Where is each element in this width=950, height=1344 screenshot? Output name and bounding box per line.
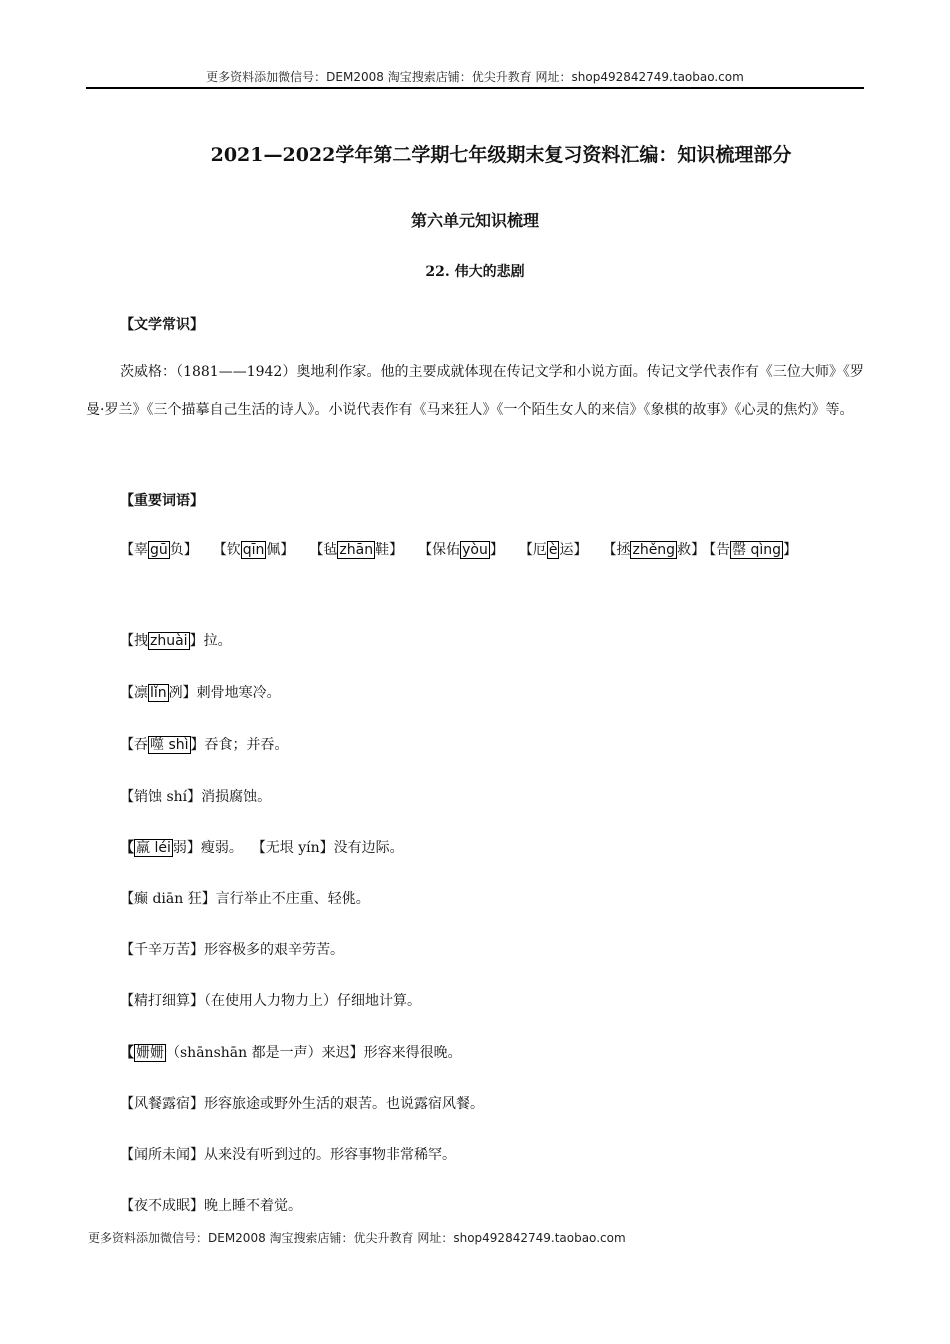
- page-footer: 更多资料添加微信号：DEM2008 淘宝搜索店铺：优尖升教育 网址：shop492842749.taobao.com: [88, 1231, 626, 1245]
- vocab-entry: 【精打细算】（在使用人力物力上）仔细地计算。: [120, 993, 421, 1009]
- unit-title: 第六单元知识梳理: [410, 211, 539, 230]
- vocab-entry: 【吞 噬 shì 】吞食；并吞。: [120, 737, 289, 753]
- vocab-item: 【拯 zhěng 救】: [609, 542, 706, 558]
- vocab-item: 【钦 qīn 佩】: [219, 542, 295, 558]
- section-vocab-heading: 【重要词语】: [120, 493, 204, 509]
- document-title: 2021—2022学年第二学期七年级期末复习资料汇编：知识梳理部分: [210, 144, 792, 166]
- vocab-entry: 【千辛万苦】形容极多的艰辛劳苦。: [120, 942, 344, 958]
- vocab-entry: 【拽 zhuài 】拉。: [120, 633, 232, 649]
- pinyin-row: [86, 530, 864, 570]
- vocab-entry: 【闻所未闻】从来没有听到过的。形容事物非常稀罕。: [120, 1147, 456, 1163]
- vocab-entry: 【凛 lǐn 冽】刺骨地寒冷。: [120, 685, 281, 701]
- vocab-item: 【告 罄 qìng 】: [709, 542, 798, 558]
- vocab-entry: 【风餐露宿】形容旅途或野外生活的艰苦。也说露宿风餐。: [120, 1096, 484, 1112]
- vocab-entry: 【夜不成眠】晚上睡不着觉。: [120, 1198, 302, 1214]
- section-literature-heading: 【文学常识】: [120, 317, 204, 333]
- vocab-entry: 【 姗姗 （shānshān 都是一声）来迟】形容来得很晚。: [120, 1045, 462, 1061]
- page-header: 更多资料添加微信号：DEM2008 淘宝搜索店铺：优尖升教育 网址：shop492842749.taobao.com: [206, 70, 744, 84]
- vocab-entry: 【癫 diān 狂】言行举止不庄重、轻佻。: [120, 891, 370, 907]
- vocab-entry: 【销蚀 shí】消损腐蚀。: [120, 789, 272, 805]
- lesson-title: 22. 伟大的悲剧: [425, 264, 525, 280]
- vocab-item: 【辜 gū 负】: [120, 542, 198, 558]
- vocab-entry: 【 羸 léi 弱】瘦弱。 【无垠 yín】没有边际。: [120, 840, 404, 856]
- vocab-item: 【厄 è 运】: [525, 542, 588, 558]
- vocab-item: 【毡 zhān 鞋】: [316, 542, 404, 558]
- literature-paragraph: 茨威格：（1881——1942）奥地利作家。他的主要成就体现在传记文学和小说方面。传记文学代表作有《三位大师》《罗曼·罗兰》《三个描摹自己生活的诗人》。小说代表作有《马来狂人》《一个陌生女人的来信》《象棋的故事》《心灵的焦灼》等。: [86, 364, 864, 418]
- header-divider: [86, 87, 864, 89]
- vocab-item: 【保佑 yòu 】: [425, 542, 504, 558]
